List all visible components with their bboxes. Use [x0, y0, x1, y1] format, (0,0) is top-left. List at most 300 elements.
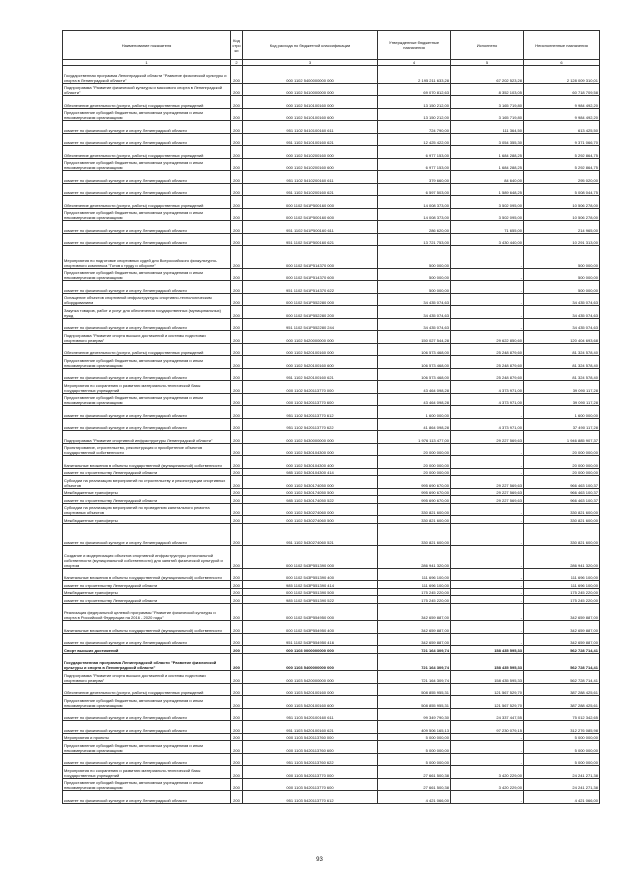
row-classification-code: 000 1102 5430000000 000 — [243, 431, 378, 444]
table-row — [63, 741, 600, 754]
row-name: комитет по строительству Ленинградской области — [63, 596, 231, 604]
header-approved: Утвержденные бюджетные назначения — [378, 31, 451, 60]
row-name: комитет по физической культуре и спорту Ленинградской области — [63, 406, 231, 419]
row-classification-code: 951 1102 5410200160 611 — [243, 171, 378, 184]
row-name: комитет по физической культуре и спорту Ленинградской области — [63, 708, 231, 721]
row-executed-amount: - — [451, 621, 524, 634]
row-unexecuted-amount: 5 000 000,00 — [524, 733, 600, 741]
row-line-code: 200 — [231, 596, 243, 604]
row-classification-code: 951 1102 541P500160 621 — [243, 233, 378, 246]
row-executed-amount: 71 655,00 — [451, 221, 524, 234]
row-line-code: 200 — [231, 318, 243, 331]
row-classification-code: 000 1102 5420113770 000 — [243, 381, 378, 394]
row-line-code: 200 — [231, 368, 243, 381]
row-name: Проектирование, строительство, реконструкция и приобретение объектов государственной собственности — [63, 443, 231, 456]
row-approved-amount: 13 150 212,00 — [378, 108, 451, 121]
row-classification-code: 000 1103 0000000000 000 — [243, 646, 378, 654]
table-header-row — [63, 31, 600, 60]
row-classification-code: 000 1102 5410100160 000 — [243, 96, 378, 109]
row-line-code: 200 — [231, 683, 243, 696]
row-name: Обеспечение деятельности (услуги, работы) государственных учреждений — [63, 343, 231, 356]
row-name: Обеспечение деятельности (услуги, работы) государственных учреждений — [63, 146, 231, 159]
row-executed-amount: 24 337 447,55 — [451, 708, 524, 721]
row-classification-code: 951 1102 541P552280 244 — [243, 318, 378, 331]
row-name: комитет по физической культуре и спорту Ленинградской области — [63, 233, 231, 246]
row-executed-amount: 3 420 229,00 — [451, 766, 524, 779]
row-line-code: 200 — [231, 66, 243, 84]
row-executed-amount: 121 567 529,70 — [451, 696, 524, 709]
row-line-code: 200 — [231, 523, 243, 546]
row-classification-code: 951 1103 5420113770 612 — [243, 791, 378, 804]
row-line-code: 200 — [231, 381, 243, 394]
row-classification-code: 951 1102 5420113770 622 — [243, 418, 378, 431]
row-classification-code: 000 1102 5430174050 000 — [243, 476, 378, 489]
row-classification-code: 951 1102 5410100160 621 — [243, 133, 378, 146]
row-executed-amount: - — [451, 523, 524, 546]
row-approved-amount: 34 435 074,63 — [378, 306, 451, 319]
row-line-code: 200 — [231, 331, 243, 344]
row-unexecuted-amount: 613 425,50 — [524, 121, 600, 134]
row-unexecuted-amount: 562 728 714,41 — [524, 671, 600, 684]
row-line-code: 200 — [231, 633, 243, 646]
column-number: 1 — [63, 60, 231, 66]
row-line-code: 200 — [231, 488, 243, 496]
row-classification-code: 000 1103 5420100160 600 — [243, 696, 378, 709]
row-unexecuted-amount: 342 659 887,00 — [524, 621, 600, 634]
row-line-code: 200 — [231, 171, 243, 184]
header-executed: Исполнено — [451, 31, 524, 60]
row-classification-code: 951 1103 5420100160 611 — [243, 708, 378, 721]
row-approved-amount: 34 435 074,63 — [378, 293, 451, 306]
row-name: Создание и модернизация объектов спортивной инфраструктуры региональной собственности (муниципальной собственности) для занятий физической культурой и спортом — [63, 546, 231, 569]
row-unexecuted-amount: 75 012 342,65 — [524, 708, 600, 721]
row-classification-code: 951 1103 5420100160 621 — [243, 721, 378, 734]
row-name: Капитальные вложения в объекты государственной (муниципальной) собственности — [63, 621, 231, 634]
row-line-code: 200 — [231, 306, 243, 319]
row-name: Обеспечение деятельности (услуги, работы) государственных учреждений — [63, 196, 231, 209]
table-row — [63, 646, 600, 654]
table-row — [63, 476, 600, 489]
row-executed-amount: - — [451, 596, 524, 604]
row-unexecuted-amount: 5 292 864,75 — [524, 158, 600, 171]
row-line-code: 200 — [231, 418, 243, 431]
row-approved-amount: 41 864 098,28 — [378, 418, 451, 431]
row-executed-amount: 158 435 595,33 — [451, 671, 524, 684]
table-row — [63, 671, 600, 684]
row-approved-amount: 330 821 600,00 — [378, 503, 451, 516]
row-approved-amount: 20 000 000,00 — [378, 456, 451, 469]
table-row — [63, 293, 600, 306]
table-row — [63, 596, 600, 604]
row-name: Реализация федеральной целевой программы "Развитие физической культуры и спорта в Российской Федерации на 2016 - 2020 годы" — [63, 603, 231, 621]
row-approved-amount: 27 661 500,38 — [378, 778, 451, 791]
row-line-code: 200 — [231, 468, 243, 476]
row-name: комитет по строительству Ленинградской области — [63, 496, 231, 504]
table-row — [63, 503, 600, 516]
row-approved-amount: 508 855 955,31 — [378, 683, 451, 696]
row-classification-code: 000 1102 543P551390 500 — [243, 588, 378, 596]
table-row — [63, 83, 600, 96]
row-name: Мероприятия по сохранению и развитию материально-технической базы государственных учреждений — [63, 381, 231, 394]
table-row — [63, 581, 600, 589]
table-row — [63, 268, 600, 281]
row-line-code: 200 — [231, 476, 243, 489]
row-classification-code: 000 1103 5420000000 000 — [243, 671, 378, 684]
row-executed-amount: - — [451, 568, 524, 581]
row-unexecuted-amount: 500 000,00 — [524, 268, 600, 281]
row-approved-amount: 14 008 373,00 — [378, 196, 451, 209]
row-executed-amount: 29 622 850,60 — [451, 331, 524, 344]
row-approved-amount: 20 000 000,00 — [378, 443, 451, 456]
row-name: Мероприятия по подготовке спортивных судей для Всероссийского физкультурно-спортивного комплекса "Готов к труду и обороне" — [63, 246, 231, 269]
header-name: Наименование показателя — [63, 31, 231, 60]
row-unexecuted-amount: 330 821 600,00 — [524, 523, 600, 546]
row-name: Предоставление субсидий бюджетным, автономным учреждениям и иным некоммерческим организациям — [63, 158, 231, 171]
row-approved-amount: 330 821 600,00 — [378, 523, 451, 546]
table-row — [63, 683, 600, 696]
table-row — [63, 468, 600, 476]
row-approved-amount: 500 000,00 — [378, 268, 451, 281]
row-unexecuted-amount: 966 463 100,37 — [524, 496, 600, 504]
row-unexecuted-amount: 34 435 074,63 — [524, 293, 600, 306]
row-executed-amount: - — [451, 603, 524, 621]
row-approved-amount: 995 690 670,00 — [378, 488, 451, 496]
table-row — [63, 431, 600, 444]
row-approved-amount: 379 660,00 — [378, 171, 451, 184]
row-classification-code: 951 1102 541P500160 611 — [243, 221, 378, 234]
row-unexecuted-amount: 81 324 578,40 — [524, 368, 600, 381]
row-unexecuted-amount: 39 090 117,28 — [524, 381, 600, 394]
row-line-code: 200 — [231, 456, 243, 469]
table-row — [63, 158, 600, 171]
table-row — [63, 356, 600, 369]
row-line-code: 200 — [231, 183, 243, 196]
row-classification-code: 000 1102 5420000000 000 — [243, 331, 378, 344]
row-unexecuted-amount: 330 821 600,00 — [524, 516, 600, 524]
row-classification-code: 000 1103 5420113770 000 — [243, 766, 378, 779]
table-row — [63, 133, 600, 146]
row-line-code: 200 — [231, 546, 243, 569]
row-classification-code: 000 1102 5430104300 000 — [243, 443, 378, 456]
row-executed-amount: - — [451, 468, 524, 476]
table-row — [63, 221, 600, 234]
row-unexecuted-amount: 5 000 000,00 — [524, 753, 600, 766]
row-name: комитет по физической культуре и спорту Ленинградской области — [63, 791, 231, 804]
row-unexecuted-amount: 2 128 009 310,01 — [524, 66, 600, 84]
header-unexecuted: Неисполненные назначения — [524, 31, 600, 60]
row-unexecuted-amount: 175 245 220,00 — [524, 596, 600, 604]
row-name: Государственная программа Ленинградской области "Развитие физической культуры и спорта в Ленинградской области" — [63, 66, 231, 84]
row-executed-amount: 84 640,00 — [451, 171, 524, 184]
row-name: Межбюджетные трансферты — [63, 488, 231, 496]
column-number: 3 — [243, 60, 378, 66]
row-line-code: 200 — [231, 208, 243, 221]
table-row — [63, 766, 600, 779]
table-row — [63, 66, 600, 84]
row-classification-code: 951 1102 541P514370 622 — [243, 281, 378, 294]
table-row — [63, 708, 600, 721]
row-line-code: 200 — [231, 268, 243, 281]
row-unexecuted-amount: 966 463 100,37 — [524, 476, 600, 489]
row-name: Мероприятия и проекты — [63, 733, 231, 741]
table-row — [63, 721, 600, 734]
table-row — [63, 696, 600, 709]
row-executed-amount: 25 248 879,60 — [451, 368, 524, 381]
row-unexecuted-amount: 34 435 074,63 — [524, 318, 600, 331]
row-classification-code: 000 1102 543P554950 000 — [243, 603, 378, 621]
row-classification-code: 000 1102 5430274060 500 — [243, 516, 378, 524]
row-executed-amount: - — [451, 443, 524, 456]
row-classification-code: 000 1103 5420100160 000 — [243, 683, 378, 696]
row-line-code: 200 — [231, 443, 243, 456]
row-approved-amount: 111 696 100,00 — [378, 568, 451, 581]
table-row — [63, 496, 600, 504]
table-row — [63, 546, 600, 569]
table-row — [63, 733, 600, 741]
row-executed-amount: - — [451, 581, 524, 589]
table-row — [63, 568, 600, 581]
row-line-code: 200 — [231, 356, 243, 369]
row-executed-amount: 25 248 879,60 — [451, 343, 524, 356]
row-unexecuted-amount: 111 696 100,00 — [524, 568, 600, 581]
row-line-code: 200 — [231, 343, 243, 356]
row-unexecuted-amount: 286 941 320,00 — [524, 546, 600, 569]
row-executed-amount: 8 352 103,05 — [451, 83, 524, 96]
row-approved-amount: 13 721 753,00 — [378, 233, 451, 246]
row-name: комитет по физической культуре и спорту Ленинградской области — [63, 281, 231, 294]
table-row — [63, 488, 600, 496]
row-unexecuted-amount: 500 000,00 — [524, 281, 600, 294]
table-row — [63, 196, 600, 209]
row-executed-amount: 3 420 229,00 — [451, 778, 524, 791]
row-line-code: 200 — [231, 741, 243, 754]
row-executed-amount: - — [451, 281, 524, 294]
row-classification-code: 000 1103 5420113760 600 — [243, 741, 378, 754]
row-line-code: 200 — [231, 431, 243, 444]
row-unexecuted-amount: 175 245 220,00 — [524, 588, 600, 596]
row-name: Межбюджетные трансферты — [63, 516, 231, 524]
row-line-code: 200 — [231, 588, 243, 596]
row-approved-amount: 106 573 468,00 — [378, 343, 451, 356]
row-unexecuted-amount: 5 292 864,75 — [524, 146, 600, 159]
row-name: Капитальные вложения в объекты государственной (муниципальной) собственности — [63, 456, 231, 469]
row-approved-amount: 342 659 887,00 — [378, 633, 451, 646]
row-name: комитет по строительству Ленинградской области — [63, 468, 231, 476]
header-classification-code: Код расхода по бюджетной классификации — [243, 31, 378, 60]
row-approved-amount: 6 977 153,00 — [378, 146, 451, 159]
row-line-code: 200 — [231, 653, 243, 671]
row-approved-amount: 5 000 000,00 — [378, 733, 451, 741]
row-classification-code: 000 1102 541P500160 600 — [243, 208, 378, 221]
row-executed-amount: - — [451, 246, 524, 269]
row-executed-amount: 3 502 095,00 — [451, 196, 524, 209]
row-executed-amount: - — [451, 546, 524, 569]
column-number: 2 — [231, 60, 243, 66]
row-unexecuted-amount: 342 659 887,00 — [524, 603, 600, 621]
table-row — [63, 121, 600, 134]
row-line-code: 200 — [231, 516, 243, 524]
row-executed-amount: 1 684 288,25 — [451, 146, 524, 159]
row-approved-amount: 43 464 098,28 — [378, 393, 451, 406]
row-classification-code: 000 1102 541P552280 000 — [243, 293, 378, 306]
row-line-code: 200 — [231, 503, 243, 516]
row-line-code: 200 — [231, 621, 243, 634]
row-approved-amount: 724 790,00 — [378, 121, 451, 134]
row-unexecuted-amount: 10 291 313,00 — [524, 233, 600, 246]
row-classification-code: 985 1102 543P551390 522 — [243, 596, 378, 604]
row-approved-amount: 150 027 544,28 — [378, 331, 451, 344]
row-classification-code: 000 1102 5410100160 600 — [243, 108, 378, 121]
table-row — [63, 233, 600, 246]
row-line-code: 200 — [231, 196, 243, 209]
row-unexecuted-amount: 120 404 693,68 — [524, 331, 600, 344]
row-classification-code: 000 1102 5400000000 000 — [243, 66, 378, 84]
table-row — [63, 171, 600, 184]
row-name: комитет по физической культуре и спорту Ленинградской области — [63, 368, 231, 381]
row-approved-amount: 286 620,00 — [378, 221, 451, 234]
row-name: Обеспечение деятельности (услуги, работы) государственных учреждений — [63, 96, 231, 109]
row-classification-code: 951 1102 5410200160 621 — [243, 183, 378, 196]
row-line-code: 200 — [231, 791, 243, 804]
row-classification-code: 985 1102 5430104300 414 — [243, 468, 378, 476]
table-row — [63, 281, 600, 294]
row-classification-code: 000 1102 5420100160 600 — [243, 356, 378, 369]
row-approved-amount: 409 506 165,13 — [378, 721, 451, 734]
row-unexecuted-amount: 9 984 492,20 — [524, 108, 600, 121]
row-executed-amount: 1 589 648,25 — [451, 183, 524, 196]
row-unexecuted-amount: 214 965,00 — [524, 221, 600, 234]
row-classification-code: 000 1103 5420113770 600 — [243, 778, 378, 791]
row-classification-code: 000 1102 5410200160 600 — [243, 158, 378, 171]
row-line-code: 200 — [231, 721, 243, 734]
row-line-code: 200 — [231, 778, 243, 791]
table-row — [63, 406, 600, 419]
table-row — [63, 653, 600, 671]
row-line-code: 200 — [231, 733, 243, 741]
row-line-code: 200 — [231, 646, 243, 654]
row-name: Межбюджетные трансферты — [63, 588, 231, 596]
row-unexecuted-amount: 330 821 600,00 — [524, 503, 600, 516]
row-unexecuted-amount: 34 435 074,63 — [524, 306, 600, 319]
table-row — [63, 318, 600, 331]
row-unexecuted-amount: 20 000 000,00 — [524, 468, 600, 476]
row-unexecuted-amount: 1 946 885 907,37 — [524, 431, 600, 444]
table-row — [63, 443, 600, 456]
row-classification-code: 985 1102 5430174050 522 — [243, 496, 378, 504]
row-name: комитет по физической культуре и спорту Ленинградской области — [63, 171, 231, 184]
row-classification-code: 000 1102 543P551390 000 — [243, 546, 378, 569]
row-line-code: 200 — [231, 708, 243, 721]
row-name: комитет по физической культуре и спорту Ленинградской области — [63, 318, 231, 331]
row-executed-amount: - — [451, 318, 524, 331]
row-approved-amount: 99 349 790,30 — [378, 708, 451, 721]
row-name: комитет по физической культуре и спорту Ленинградской области — [63, 133, 231, 146]
row-unexecuted-amount: 24 241 271,38 — [524, 778, 600, 791]
row-name: комитет по строительству Ленинградской области — [63, 581, 231, 589]
row-executed-amount: - — [451, 406, 524, 419]
row-approved-amount: 6 597 503,00 — [378, 183, 451, 196]
row-classification-code: 000 1102 541P514370 000 — [243, 246, 378, 269]
row-name: Капитальные вложения в объекты государственной (муниципальной) собственности — [63, 568, 231, 581]
row-approved-amount: 6 977 153,00 — [378, 158, 451, 171]
row-executed-amount: - — [451, 306, 524, 319]
row-approved-amount: 106 573 468,00 — [378, 356, 451, 369]
row-approved-amount: 43 464 098,28 — [378, 381, 451, 394]
row-name: комитет по физической культуре и спорту Ленинградской области — [63, 721, 231, 734]
row-classification-code: 951 1102 5430274060 521 — [243, 523, 378, 546]
row-unexecuted-amount: 342 659 887,00 — [524, 633, 600, 646]
row-name: Оснащение объектов спортивной инфраструктуры спортивно-технологическим оборудованием — [63, 293, 231, 306]
row-classification-code: 951 1103 5420113760 622 — [243, 753, 378, 766]
row-name: Закупка товаров, работ и услуг для обеспечения государственных (муниципальных) нужд — [63, 306, 231, 319]
row-line-code: 200 — [231, 581, 243, 589]
row-approved-amount: 20 000 000,00 — [378, 468, 451, 476]
row-unexecuted-amount: 10 506 278,00 — [524, 196, 600, 209]
column-number: 5 — [451, 60, 524, 66]
row-executed-amount: 29 227 569,63 — [451, 431, 524, 444]
row-line-code: 200 — [231, 133, 243, 146]
row-unexecuted-amount: 5 000 000,00 — [524, 741, 600, 754]
row-name: Предоставление субсидий бюджетным, автономным учреждениям и иным некоммерческим организациям — [63, 356, 231, 369]
table-row — [63, 146, 600, 159]
row-classification-code: 951 1102 5420100160 621 — [243, 368, 378, 381]
row-name: Предоставление субсидий бюджетным, автономным учреждениям и иным некоммерческим организациям — [63, 696, 231, 709]
table-row — [63, 753, 600, 766]
row-executed-amount: 158 435 595,33 — [451, 646, 524, 654]
row-approved-amount: 34 435 074,63 — [378, 318, 451, 331]
row-unexecuted-amount: 9 371 066,70 — [524, 133, 600, 146]
row-unexecuted-amount: 37 490 117,28 — [524, 418, 600, 431]
row-classification-code: 951 1102 5410100160 611 — [243, 121, 378, 134]
row-line-code: 200 — [231, 83, 243, 96]
row-executed-amount: 111 364,50 — [451, 121, 524, 134]
row-name: Подпрограмма "Развитие спорта высших достижений и системы подготовки спортивного резерва" — [63, 331, 231, 344]
row-classification-code: 000 1102 543P554950 400 — [243, 621, 378, 634]
table-row — [63, 621, 600, 634]
row-executed-amount: 4 373 971,00 — [451, 381, 524, 394]
row-unexecuted-amount: 562 728 714,41 — [524, 653, 600, 671]
row-executed-amount: 25 248 879,60 — [451, 356, 524, 369]
row-executed-amount: 3 165 719,80 — [451, 108, 524, 121]
row-unexecuted-amount: 60 718 709,58 — [524, 83, 600, 96]
row-name: Предоставление субсидий бюджетным, автономным учреждениям и иным некоммерческим организациям — [63, 741, 231, 754]
row-approved-amount: 175 245 220,00 — [378, 588, 451, 596]
row-classification-code: 000 1102 5410000000 000 — [243, 83, 378, 96]
table-row — [63, 393, 600, 406]
row-classification-code: 985 1102 543P551390 414 — [243, 581, 378, 589]
row-line-code: 200 — [231, 281, 243, 294]
row-approved-amount: 13 150 212,00 — [378, 96, 451, 109]
row-executed-amount: - — [451, 633, 524, 646]
row-line-code: 200 — [231, 603, 243, 621]
row-unexecuted-amount: 966 463 100,37 — [524, 488, 600, 496]
row-executed-amount: - — [451, 503, 524, 516]
row-executed-amount: - — [451, 791, 524, 804]
row-line-code: 200 — [231, 393, 243, 406]
row-approved-amount: 27 661 500,38 — [378, 766, 451, 779]
row-classification-code: 000 1102 541P514370 600 — [243, 268, 378, 281]
row-name: Субсидии на реализацию мероприятий по проведению капитального ремонта спортивных объектов — [63, 503, 231, 516]
row-approved-amount: 5 000 000,00 — [378, 741, 451, 754]
row-approved-amount: 721 164 309,74 — [378, 671, 451, 684]
row-approved-amount: 721 164 309,74 — [378, 646, 451, 654]
row-line-code: 200 — [231, 568, 243, 581]
table-row — [63, 516, 600, 524]
table-row — [63, 603, 600, 621]
row-executed-amount: 3 165 719,80 — [451, 96, 524, 109]
row-name: Предоставление субсидий бюджетным, автономным учреждениям и иным некоммерческим организациям — [63, 208, 231, 221]
row-line-code: 200 — [231, 406, 243, 419]
